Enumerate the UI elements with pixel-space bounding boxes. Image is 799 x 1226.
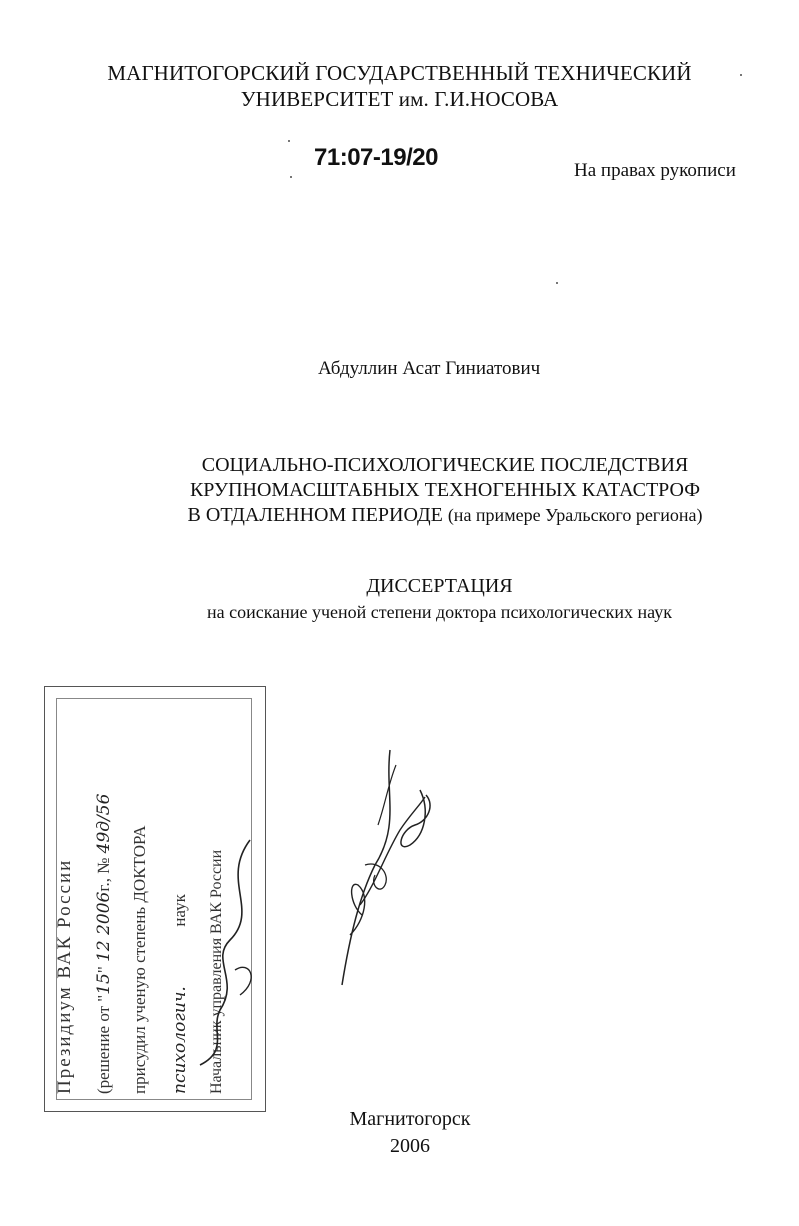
- scan-speck: [290, 176, 292, 178]
- manuscript-rights-note: На правах рукописи: [574, 160, 736, 181]
- stamp-line-1: Президиум ВАК России: [54, 858, 75, 1094]
- stamp-line-5: Начальник управления ВАК России: [208, 849, 225, 1094]
- city-name: Магнитогорск: [349, 1108, 471, 1130]
- title-line-3: [150, 503, 740, 528]
- author-signature-icon: [330, 735, 450, 995]
- dissertation-title: [150, 453, 740, 528]
- title-line-3-main: В ОТДАЛЕННОМ ПЕРИОДЕ: [187, 504, 443, 526]
- stamp-decision-day: 15: [94, 973, 114, 995]
- title-line-1: СОЦИАЛЬНО-ПСИХОЛОГИЧЕСКИЕ ПОСЛЕДСТВИЯ: [201, 454, 689, 476]
- stamp-decision-quote: ": [94, 966, 113, 974]
- stamp-decision-number: 49д/56: [94, 793, 114, 854]
- publication-place: [0, 1106, 799, 1160]
- author-name: Абдуллин Асат Гиниатович: [318, 358, 541, 379]
- degree-description: на соискание ученой степени доктора психологических наук: [207, 602, 672, 622]
- scan-speck: [556, 282, 558, 284]
- stamp-signature-icon: [180, 820, 270, 1070]
- title-line-2: КРУПНОМАСШТАБНЫХ ТЕХНОГЕННЫХ КАТАСТРОФ: [189, 479, 701, 501]
- publication-year: 2006: [390, 1135, 430, 1157]
- title-line-3-sub: (на примере Уральского региона): [447, 505, 703, 525]
- stamp-line-3: присудил ученую степень ДОКТОРА: [130, 825, 149, 1094]
- scan-speck: [288, 140, 290, 142]
- scan-speck: [740, 74, 742, 76]
- stamp-field-suffix: наук: [170, 894, 189, 927]
- classification-code: 71:07-19/20: [314, 144, 438, 171]
- university-line-1: МАГНИТОГОРСКИЙ ГОСУДАРСТВЕННЫЙ ТЕХНИЧЕСКИЙ: [107, 61, 692, 85]
- dissertation-label: ДИССЕРТАЦИЯ: [366, 575, 513, 597]
- university-name: [0, 60, 799, 112]
- stamp-line-2: [94, 794, 114, 1094]
- stamp-decision-prefix: (решение от ": [94, 994, 113, 1094]
- stamp-field-handwritten: психологич.: [170, 986, 190, 1094]
- stamp-decision-month: 12 2006: [94, 891, 114, 962]
- university-line-2: УНИВЕРСИТЕТ им. Г.И.НОСОВА: [240, 87, 559, 111]
- stamp-decision-suffix: г., №: [94, 857, 113, 892]
